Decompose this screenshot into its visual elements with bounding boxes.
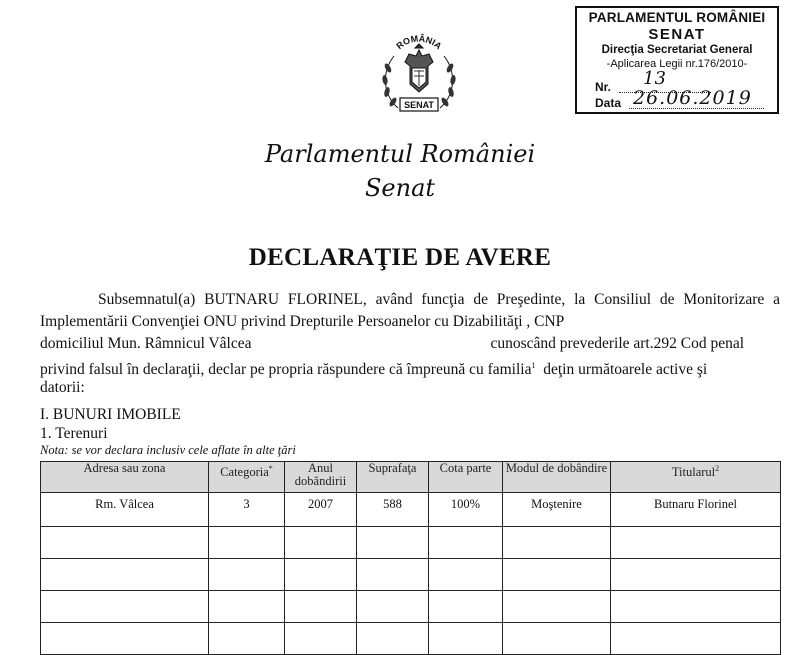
header-modul: Modul de dobândire [503,462,611,493]
senate-script-title: Senat [364,174,436,202]
land-table [40,461,781,655]
senate-emblem-icon [376,26,462,126]
stamp-nr-label: Nr. [595,80,612,94]
intro-line-4 [40,355,780,377]
table-header-row [41,462,781,493]
table-row [41,493,781,527]
intro-domicile: domiciliul Mun. Râmnicul Vâlcea [40,335,252,352]
cell-adresa: Rm. Vâlcea [41,493,209,527]
intro-line-2: Implementării Convenţiei ONU privind Drepturile Persoanelor cu Dizabilităţi , CNP [40,313,565,330]
table-row-empty [41,623,781,655]
cell-anul: 2007 [285,493,357,527]
subsection-heading: 1. Terenuri [40,425,108,442]
stamp-directorate: Direcţia Secretariat General [601,44,753,56]
intro-assets: deţin următoarele active şi [543,361,708,379]
emblem-top-text: ROMÂNIA [394,33,444,52]
intro-line-5: datorii: [40,379,85,396]
section-note: Nota: se vor declara inclusiv cele aflate în alte ţări [40,443,296,457]
intro-declare: privind falsul în declaraţii, declar pe propria răspundere că împreună cu familia [40,361,532,379]
cell-categoria: 3 [209,493,285,527]
stamp-law: -Aplicarea Legii nr.176/2010- [606,58,748,70]
registration-stamp [575,6,779,114]
header-adresa: Adresa sau zona [41,462,209,493]
parliament-script-title: Parlamentul României [264,140,536,168]
table-row-empty [41,559,781,591]
cell-suprafata: 588 [357,493,429,527]
footnote-1: 1 [531,361,536,370]
stamp-senate: SENAT [648,26,706,43]
stamp-date-label: Data [595,96,622,110]
table-row-empty [41,591,781,623]
intro-line-1: Subsemnatul(a) BUTNARU FLORINEL, având funcţia de Preşedinte, la Consiliul de Monitorizare a [98,291,780,308]
intro-penal-code: cunoscând prevederile art.292 Cod penal [490,335,745,352]
table-row-empty [41,527,781,559]
declaration-paragraph [40,289,780,399]
header-categoria: Categoria* [209,462,285,493]
cell-titularul: Butnaru Florinel [611,493,781,527]
stamp-nr-value: 13 [643,68,666,89]
header-titularul: Titularul$^2$ [611,462,781,493]
section-heading: I. BUNURI IMOBILE [40,406,181,423]
emblem-banner-text: SENAT [404,100,434,110]
header-suprafata: Suprafaţa [357,462,429,493]
page-title: DECLARAŢIE DE AVERE [248,244,552,271]
header-anul: Anul dobândirii [285,462,357,493]
header-cota: Cota parte [429,462,503,493]
stamp-date-value: 26.06.2019 [633,87,752,109]
svg-text:ROMÂNIA [394,33,444,52]
stamp-parliament: PARLAMENTUL ROMÂNIEI [588,10,766,25]
cell-cota: 100% [429,493,503,527]
intro-line-3 [40,333,780,355]
cell-modul: Moştenire [503,493,611,527]
